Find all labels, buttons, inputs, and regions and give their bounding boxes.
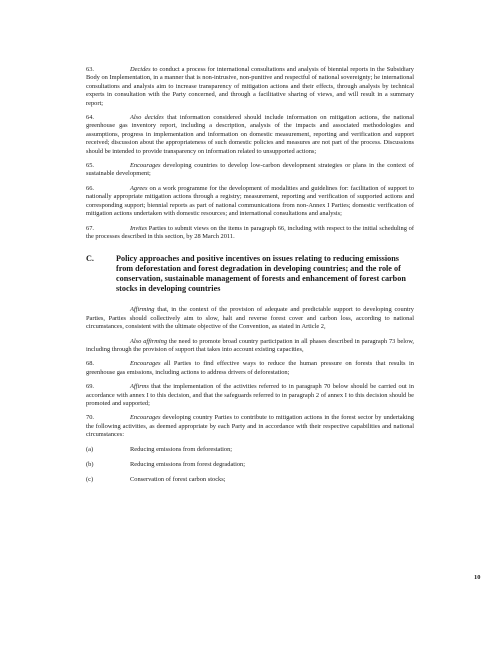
- operative-verb: Agrees: [130, 184, 148, 192]
- paragraph-text: that information considered should include information on mitigation actions, the national greenhouse gas inventory report, including a description, analysis of the impacts and associated methodologies and assumptions, progress in implementation and information on domestic measurement, reporting and verification and support received; discussion about the appropriateness of such domestic policies and measures are not part of the process. Discussions should be intended to provide transparency on information related to unsupported actions;: [86, 114, 414, 155]
- preamble-also-affirming: [86, 338, 414, 355]
- paragraph-number: 63.: [86, 66, 94, 73]
- page-number: 10: [474, 574, 481, 581]
- paragraph-text: that the implementation of the activities referred to in paragraph 70 below should be carried out in accordance with annex I to this decision, and that the safeguards referred to in paragraph 2 of annex I to this decision should be promoted and supported;: [86, 383, 414, 407]
- paragraph-text: that, in the context of the provision of adequate and predictable support to developing country Parties, Parties should collectively aim to slow, halt and reverse forest cover and carbon loss, according to national circumstances, consistent with the ultimate objective of the Convention, as stated in Article 2,: [86, 306, 414, 331]
- operative-verb: Affirming: [130, 306, 155, 314]
- operative-verb: Also decides: [130, 114, 164, 122]
- paragraph-text: on a work programme for the development of modalities and guidelines for: facilitation of support to nationally appropriate mitigation actions through a registry; measurement, reporting and verification of supported actions and corresponding support; biennial reports as part of national communications from non-Annex I Parties; domestic verification of mitigation actions undertaken with domestic resources; and international consultations and analysis;: [86, 184, 414, 218]
- operative-verb: Invites: [130, 224, 148, 232]
- paragraph-number: 66.: [86, 184, 94, 192]
- operative-verb: Affirms: [130, 383, 149, 391]
- paragraph-number: 70.: [86, 414, 94, 422]
- paragraph-text: developing countries to develop low-carbon development strategies or plans in the context of sustainable development;: [86, 162, 414, 178]
- paragraph-number: 68.: [86, 360, 94, 368]
- list-item: [86, 461, 414, 469]
- list-item-label: (a): [86, 445, 94, 453]
- operative-verb: Encourages: [130, 162, 161, 170]
- operative-verb: Encourages: [130, 414, 161, 422]
- list-item-text: Conservation of forest carbon stocks;: [130, 476, 226, 484]
- document-page: [86, 66, 414, 492]
- paragraph-63: [86, 66, 414, 108]
- operative-verb: Also affirming: [130, 337, 168, 345]
- paragraph-text: to conduct a process for international consultations and analysis of biennial reports in the Subsidiary Body on Implementation, in a manner that is non-intrusive, non-punitive and respectful of national sovereignty; he international consultations and analysis aim to increase transparency of mitigation actions and their effects, through analysis by technical experts in consultation with the Party concerned, and through a facilitative sharing of views, and will result in a summary report;: [86, 66, 414, 107]
- paragraph-68: [86, 360, 414, 377]
- paragraph-67: [86, 225, 414, 242]
- operative-verb: Encourages: [130, 360, 161, 368]
- paragraph-number: 67.: [86, 224, 94, 232]
- paragraph-69: [86, 383, 414, 408]
- paragraph-64: [86, 114, 414, 156]
- list-item: [86, 476, 414, 484]
- paragraph-number: 65.: [86, 162, 94, 170]
- paragraph-text: all Parties to find effective ways to reduce the human pressure on forests that results in greenhouse gas emissions, including actions to address drivers of deforestation;: [86, 360, 414, 376]
- section-title: Policy approaches and positive incentives on issues relating to reducing emissions from deforestation and forest degradation in developing countries; and the role of conservation, sustainable management of forests and enhancement of forest carbon stocks in developing countries: [116, 254, 406, 294]
- paragraph-70: [86, 414, 414, 439]
- section-heading: [86, 254, 414, 294]
- paragraph-text: Parties to submit views on the items in paragraph 66, including with respect to the initial scheduling of the processes described in this section, by 28 March 2011.: [86, 224, 414, 240]
- paragraph-text: the need to promote broad country participation in all phases described in paragraph 73 below, including through the provision of support that takes into account existing capacities,: [86, 337, 415, 353]
- list-item-text: Reducing emissions from forest degradation;: [130, 461, 246, 468]
- paragraph-number: 64.: [86, 114, 94, 122]
- list-item-label: (c): [86, 476, 94, 484]
- paragraph-65: [86, 162, 414, 179]
- operative-verb: Decides: [130, 66, 151, 73]
- list-item: [86, 446, 414, 454]
- preamble-affirming: [86, 306, 414, 331]
- paragraph-number: 69.: [86, 383, 94, 391]
- list-item-label: (b): [86, 461, 94, 468]
- paragraph-text: developing country Parties to contribute to mitigation actions in the forest sector by undertaking the following activities, as deemed appropriate by each Party and in accordance with their respective capabilities and national circumstances:: [86, 414, 414, 439]
- section-letter: C.: [86, 254, 94, 264]
- paragraph-66: [86, 185, 414, 219]
- list-item-text: Reducing emissions from deforestation;: [130, 445, 233, 453]
